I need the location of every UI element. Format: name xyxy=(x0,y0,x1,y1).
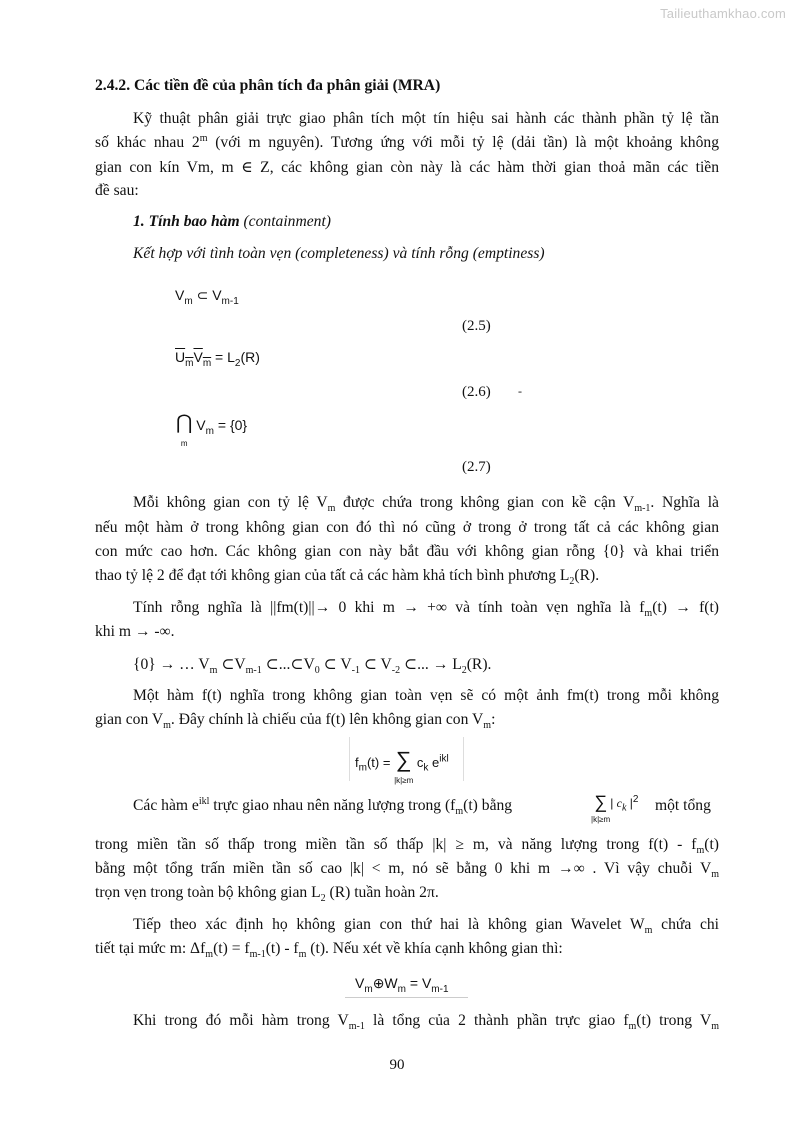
para2-line-2: khi m → -∞. xyxy=(95,623,175,640)
para4-line-3: bằng một tổng trấn miền tần số cao |k| < m, nó sẽ bằng 0 khi m →∞ . Vì vậy chuỗi $V_m$ xyxy=(95,860,719,881)
para4-line-2: trong miền tần số thấp trong miền tần số thấp |k| ≥ m, và năng lượng trong $f(t) - f_m(t)$ xyxy=(95,836,719,857)
intro-line-2: số khác nhau 2$^m$ (với m nguyên). Tương ứng với mỗi tỷ lệ (dải tần) là một khoảng không xyxy=(95,132,719,151)
para1-line-3: con mức cao hơn. Các không gian con này bắt đầu với không gian rỗng {0} và khai triển xyxy=(95,543,719,560)
para6-line-1: Khi trong đó mỗi hàm trong $V_{m-1}$ là tổng của 2 thành phần trực giao $f_m(t)$ trong $V_m$ xyxy=(133,1012,719,1033)
equation-2-7: ⋂ m $V_m = \{0\}$ xyxy=(176,412,248,448)
para4-line-1-left: Các hàm $e^{ikl}$ trực giao nhau nên năng lượng trong ($f_m(t)$ bằng xyxy=(133,795,513,818)
para3-line-1: Một hàm f(t) nghĩa trong không gian toàn vẹn sẽ có một ảnh fm(t) trong mỗi không xyxy=(133,687,719,704)
stray-mark: - xyxy=(518,384,522,398)
watermark: Tailieuthamkhao.com xyxy=(660,6,786,21)
projection-formula: $f_m(t)$ = ∑ |k|≥m $c_k$ $e^{ikl}$ xyxy=(355,747,449,785)
equation-number-2-7: (2.7) xyxy=(462,459,491,475)
para1-line-2: nếu một hàm ở trong không gian con đó thì nó cũng ở trong ở trong tất cả các không gian xyxy=(95,519,719,536)
formula-underline xyxy=(345,997,468,998)
para5-line-2: tiết tại mức m: $\Delta f_m(t) = f_{m-1}(t) - f_m$ (t). Nếu xét về khía cạnh không gian thì: xyxy=(95,940,563,961)
equation-2-6: $U_mV_m = L_2(R)$ xyxy=(175,349,260,369)
item1-subtitle: Kết hợp với tình toàn vẹn (completeness) và tính rỗng (emptiness) xyxy=(133,245,545,262)
page-number: 90 xyxy=(389,1057,405,1073)
intro-line-4: đề sau: xyxy=(95,182,139,199)
para5-line-1: Tiếp theo xác định họ không gian con thứ hai là không gian Wavelet $W_m$ chứa chi xyxy=(133,916,719,937)
direct-sum-formula: $V_m\oplus W_m = V_{m-1}$ xyxy=(355,975,449,995)
equation-number-2-5: (2.5) xyxy=(462,318,491,334)
para1-line-1: Mỗi không gian con tỷ lệ $V_m$ được chứa trong không gian con kề cận $V_{m-1}$. Nghĩa là xyxy=(133,494,719,515)
intro-line-3: gian con kín Vm, m ∈ Z, các không gian còn này là các hàm thời gian thoả mãn các tiền xyxy=(95,159,719,176)
para3-line-2: gian con $V_m$. Đây chính là chiếu của f(t) lên không gian con $V_m$: xyxy=(95,711,496,732)
subspace-chain: {0} → … $V_m$ $\subset V_{m-1}$ $\subset...\subset V_0$ ⊂ $V_{-1}$ ⊂ $V_{-2}$ ⊂... → $L_2(R)$. xyxy=(133,656,492,677)
item1-title: 1. Tính bao hàm (containment) xyxy=(133,213,331,230)
equation-2-5: $V_m$ ⊂ $V_{m-1}$ xyxy=(175,287,239,307)
energy-sum-formula: ∑ |k|≥m| $c_k$ $|^2$ xyxy=(591,792,639,824)
para4-line-4: trọn vẹn trong toàn bộ không gian $L_2$ (R) tuần hoàn 2π. xyxy=(95,884,439,905)
intro-line-1: Kỹ thuật phân giải trực giao phân tích một tín hiệu sai hành các thành phần tỷ lệ tần xyxy=(133,110,719,127)
equation-number-2-6: (2.6) xyxy=(462,384,491,400)
para1-line-4: thao tỷ lệ 2 để đạt tới không gian của tất cả các hàm khả tích bình phương $L_2(R)$. xyxy=(95,567,600,588)
para4-line-1-right: một tổng xyxy=(655,797,711,814)
section-heading: 2.4.2. Các tiền đề của phân tích đa phân giải (MRA) xyxy=(95,77,441,94)
para2-line-1: Tính rỗng nghĩa là ||fm(t)||→ 0 khi m → +∞ và tính toàn vẹn nghĩa là $f_m(t) \to f(t)$ xyxy=(133,599,719,620)
